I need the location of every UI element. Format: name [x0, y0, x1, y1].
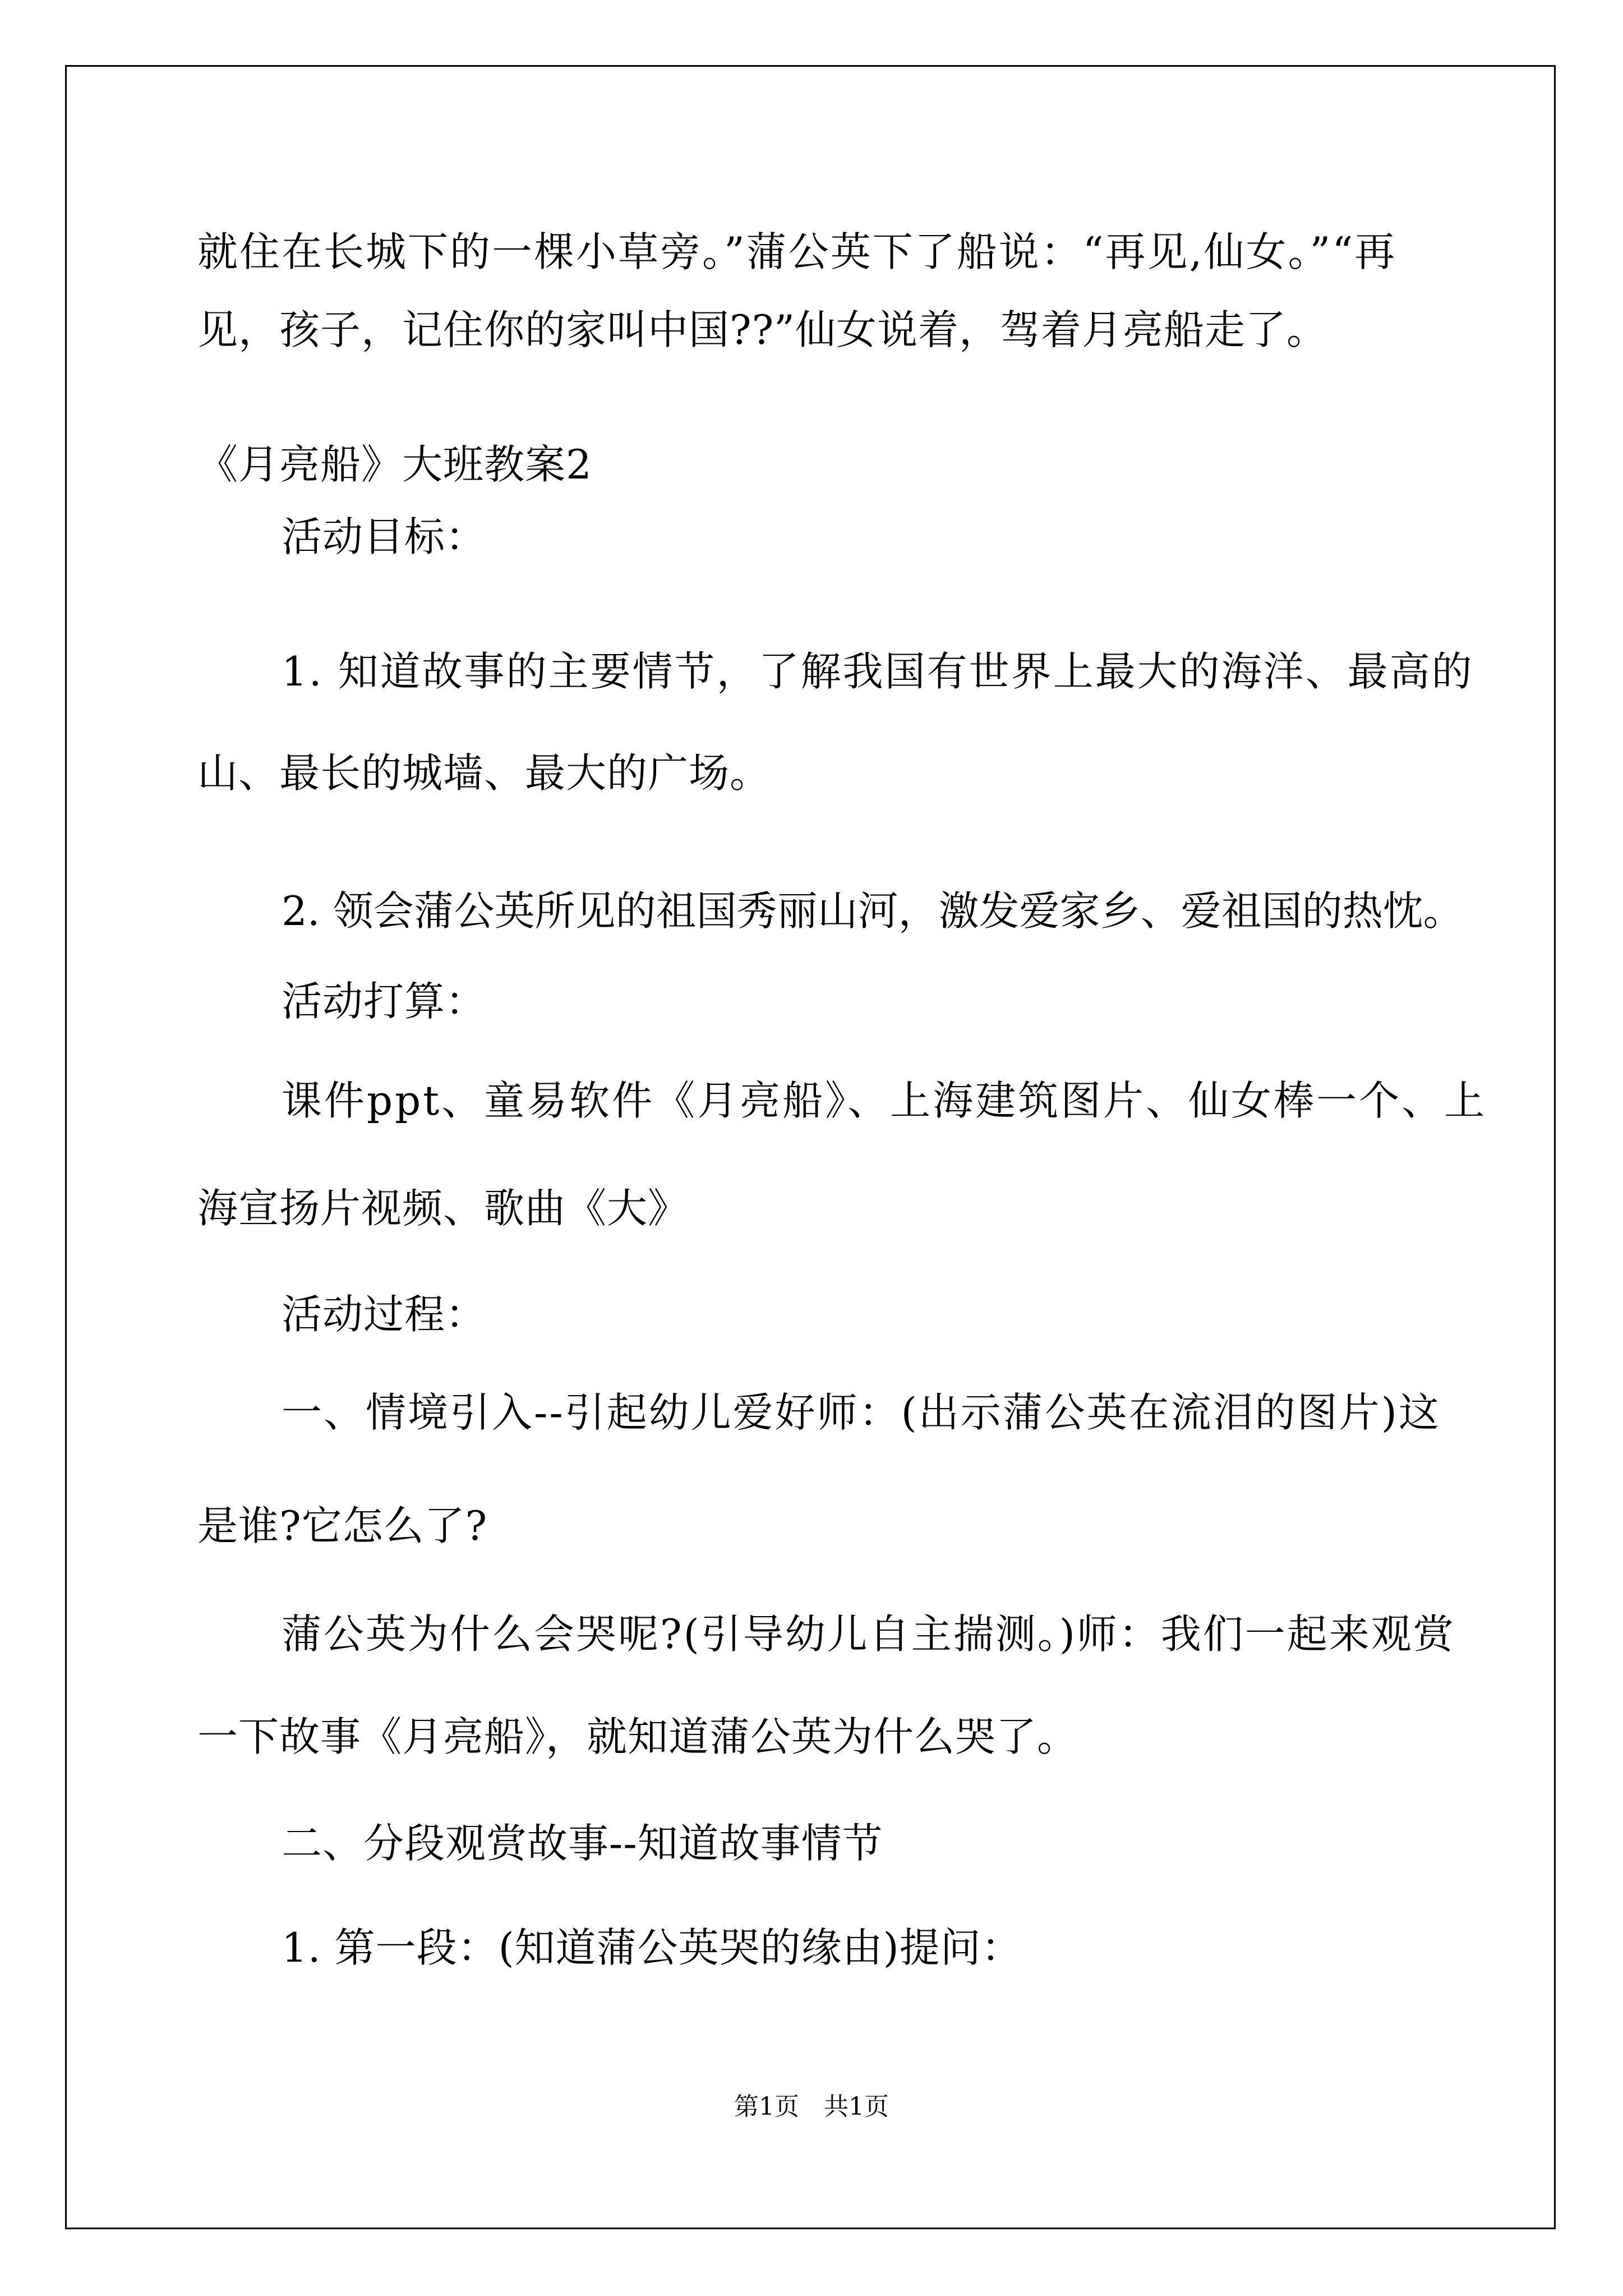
step-1-line-3: 蒲公英为什么会哭呢?(引导幼儿自主揣测。)师：我们一起来观赏	[282, 1611, 1455, 1658]
story-text-line-1: 就住在长城下的一棵小草旁。”蒲公英下了船说：“再见,仙女。”“再	[197, 228, 1397, 275]
heading-activity-prep: 活动打算：	[282, 978, 487, 1025]
page-number-current: 第1页	[734, 2092, 799, 2121]
page-footer	[0, 2090, 1623, 2124]
section-title: 《月亮船》大班教案2	[197, 441, 592, 488]
goal-2: 2. 领会蒲公英所见的祖国秀丽山河，激发爱家乡、爱祖国的热忱。	[282, 887, 1464, 935]
step-2-part-1: 1. 第一段：(知道蒲公英哭的缘由)提问：	[282, 1924, 1022, 1971]
story-text-line-2: 见，孩子，记住你的家叫中国??”仙女说着，驾着月亮船走了。	[197, 306, 1328, 353]
step-2-heading: 二、分段观赏故事--知道故事情节	[282, 1820, 883, 1867]
prep-line-1: 课件ppt、童易软件《月亮船》、上海建筑图片、仙女棒一个、上	[282, 1077, 1487, 1124]
heading-activity-goals: 活动目标：	[282, 513, 487, 560]
page-border	[65, 65, 1556, 2229]
heading-activity-process: 活动过程：	[282, 1291, 487, 1338]
page-number-total: 共1页	[824, 2092, 889, 2121]
prep-line-2: 海宣扬片视频、歌曲《大》	[197, 1185, 689, 1232]
goal-1-line-2: 山、最长的城墙、最大的广场。	[197, 749, 771, 797]
step-1-line-4: 一下故事《月亮船》，就知道蒲公英为什么哭了。	[197, 1713, 1078, 1760]
goal-1-line-1: 1. 知道故事的主要情节，了解我国有世界上最大的海洋、最高的	[282, 648, 1474, 695]
step-1-line-2: 是谁?它怎么了?	[197, 1502, 488, 1549]
step-1-line-1: 一、情境引入--引起幼儿爱好师：(出示蒲公英在流泪的图片)这	[282, 1389, 1441, 1436]
